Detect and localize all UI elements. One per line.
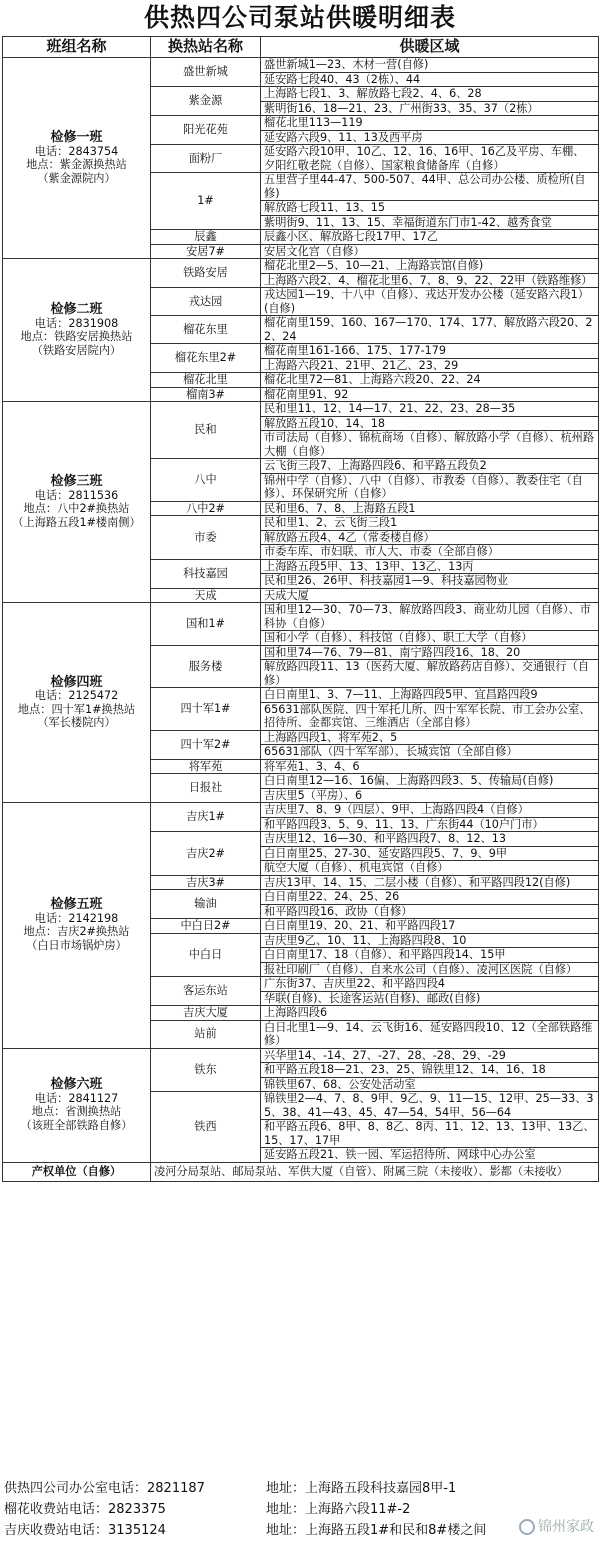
area-cell: 市委车库、市妇联、市人大、市委（全部自修） [261,545,599,560]
area-cell: 华联(自修)、长途客运站(自修)、邮政(自修) [261,991,599,1006]
team-cell [3,603,151,803]
team-info-line: 地点：四十军1#换热站 [17,702,136,716]
station-name: 榴南3# [151,387,261,402]
area-cell: 和平路四段16、政协（自修） [261,904,599,919]
team-info-line: （军长楼院内） [37,716,116,729]
area-cell: 白日南里17、18（自修）、和平路四段14、15甲 [261,948,599,963]
area-cell: 白日南里22、24、25、26 [261,890,599,905]
team-name: 检修二班 [50,302,103,317]
station-name: 吉庆2# [151,832,261,876]
area-cell: 兴华里14、-14、27、-27、28、-28、29、-29 [261,1048,599,1063]
team-info-line: （该班全部铁路自修） [20,1118,133,1132]
area-cell: 报社印刷厂（自修）、自来水公司（自修）、凌河区医院（自修） [261,962,599,977]
area-cell: 65631部队医院、四十军托儿所、四十军军长院、市工会办公室、招待所、金都宾馆、三维酒店（全部自修） [261,702,599,730]
station-name: 吉庆3# [151,875,261,890]
owner-row [3,1162,599,1181]
team-info-line: 电话：2125472 [34,689,119,702]
station-name: 吉庆大厦 [151,1006,261,1021]
header-team: 班组名称 [3,37,151,58]
area-cell: 和平路五段6、8甲、8、8乙、8丙、11、12、13、13甲、13乙、15、17、17甲 [261,1120,599,1148]
station-name: 辰鑫 [151,230,261,245]
station-name: 戎达园 [151,288,261,316]
table-body [3,58,599,1182]
area-cell: 国和里12—30、70—73、解放路四段3、商业幼儿园（自修）、市科协（自修） [261,603,599,631]
team-info-line: （铁路安居院内） [31,343,122,357]
station-name: 天成 [151,588,261,603]
station-name: 科技嘉园 [151,559,261,588]
station-name: 将军苑 [151,759,261,774]
area-cell: 上海路六段2、4、榴花北里6、7、8、9、22、22甲（铁路维修） [261,273,599,288]
team-info-line: 电话：2843754 [34,144,119,158]
footer-line [4,1478,596,1499]
team-name: 检修四班 [50,674,103,690]
station-name: 榴花东里 [151,316,261,344]
area-cell: 解放路五段10、14、18 [261,416,599,431]
station-name: 站前 [151,1020,261,1048]
station-name: 中白日2# [151,919,261,934]
area-cell: 辰鑫小区、解放路七段17甲、17乙 [261,230,599,245]
team-info-line: 地点：紫金源换热站 [26,158,127,171]
table-header-row [3,37,599,58]
area-cell: 天成大厦 [261,588,599,603]
area-cell: 榴花南里161-166、175、177-179 [261,344,599,359]
team-info-line: 电话：2831908 [34,316,119,330]
team-cell [3,803,151,1049]
table-row [3,1048,599,1063]
area-cell: 解放路四段11、13（医药大厦、解放路药店自修）、交通银行（自修） [261,660,599,688]
area-cell: 延安路七段40、43（2栋）、44 [261,72,599,87]
area-cell: 锦州中学（自修）、八中（自修）、市教委（自修）、教委住宅（自修）、环保研究所（自修） [261,473,599,501]
area-cell: 和平路四段3、5、9、11、13、广东街44（10户门市） [261,817,599,832]
area-cell: 盛世新城1—23、木材一营(自修) [261,58,599,73]
area-cell: 榴花北里72—81、上海路六段20、22、24 [261,373,599,388]
team-info-line: 地点：八中2#换热站 [23,502,130,515]
station-name: 安居7# [151,244,261,259]
team-info-line: （上海路五段1#楼南侧） [12,515,141,529]
footer-line [4,1499,596,1520]
station-name: 国和1# [151,603,261,646]
area-cell: 国和小学（自修）、科技馆（自修）、职工大学（自修） [261,631,599,646]
station-name: 榴花东里2# [151,344,261,373]
team-info-line: 地点：吉庆2#换热站 [23,925,130,939]
team-info-line: 地点：省测换热站 [31,1105,122,1118]
area-cell: 和平路五段18—21、23、25、锦铁里12、14、16、18 [261,1063,599,1078]
area-cell: 紫明街9、11、13、15、幸福街道东门市1-42、越秀食堂 [261,215,599,230]
team-info-line: （紫金源院内） [37,171,116,185]
team-info-line: 电话：2811536 [34,488,119,502]
footer-phone: 供热四公司办公室电话：2821187 [4,1481,205,1496]
wechat-icon [519,1519,535,1535]
header-area: 供暖区域 [261,37,599,58]
table-row [3,259,599,274]
area-cell: 吉庆13甲、14、15、二层小楼（自修）、和平路四段12(自修) [261,875,599,890]
area-cell: 白日南里25、27-30、延安路四段5、7、9、9甲 [261,846,599,861]
area-cell: 吉庆里5（平房）、6 [261,788,599,803]
area-cell: 白日北里1—9、14、云飞街16、延安路四段10、12（全部铁路维修） [261,1020,599,1048]
station-name: 铁东 [151,1048,261,1092]
owner-label: 产权单位（自修） [3,1162,151,1181]
footer-address: 地址：上海路五段1#和民和8#楼之间 [266,1523,487,1538]
team-cell [3,402,151,603]
station-name: 面粉厂 [151,145,261,173]
area-cell: 白日南里1、3、7—11、上海路四段5甲、宜昌路四段9 [261,688,599,703]
station-name: 八中 [151,459,261,502]
area-cell: 吉庆里9乙、10、11、上海路四段8、10 [261,933,599,948]
station-name: 吉庆1# [151,803,261,832]
station-name: 榴花北里 [151,373,261,388]
table-row [3,58,599,73]
area-cell: 上海路四段6 [261,1006,599,1021]
footer-address: 地址：上海路五段科技嘉园8甲-1 [266,1481,457,1496]
area-cell: 锦铁里2—4、7、8、9甲、9乙、9、11—15、12甲、25—33、35、38、41—43、45、47—54、54甲、56—64 [261,1092,599,1120]
area-cell: 将军苑1、3、4、6 [261,759,599,774]
team-name: 检修一班 [50,130,103,145]
station-name: 市委 [151,516,261,560]
table-row [3,803,599,818]
area-cell: 上海路四段1、将军苑2、5 [261,730,599,745]
station-name: 盛世新城 [151,58,261,87]
area-cell: 吉庆里7、8、9（四层）、9甲、上海路四段4（自修） [261,803,599,818]
area-cell: 延安路六段9、11、13及西平房 [261,130,599,145]
area-cell: 安居文化宫（自修） [261,244,599,259]
area-cell: 解放路五段4、4乙（常委楼自修） [261,530,599,545]
footer-phone: 吉庆收费站电话：3135124 [4,1523,166,1538]
area-cell: 榴花北里113—119 [261,116,599,131]
area-cell: 锦铁里67、68、公安处活动室 [261,1077,599,1092]
area-cell: 民和里26、26甲、科技嘉园1—9、科技嘉园物业 [261,574,599,589]
header-station: 换热站名称 [151,37,261,58]
area-cell: 榴花南里159、160、167—170、174、177、解放路六段20、22、24 [261,316,599,344]
team-name: 检修三班 [50,474,103,489]
team-name: 检修五班 [50,897,103,913]
heating-detail-table [2,36,599,1182]
team-info-line: （白日市场锅炉房） [26,938,127,952]
area-cell: 延安路五段21、铁一园、军运招待所、网球中心办公室 [261,1148,599,1163]
team-info-line: 电话：2142198 [34,911,119,925]
station-name: 阳光花苑 [151,116,261,145]
watermark [519,1516,594,1536]
team-cell [3,58,151,259]
station-name: 铁路安居 [151,259,261,288]
area-cell: 五里营子里44-47、500-507、44甲、总公司办公楼、质检所(自修) [261,173,599,201]
footer-line [4,1520,596,1541]
area-cell: 上海路六段21、21甲、21乙、23、29 [261,358,599,373]
station-name: 四十军2# [151,730,261,759]
footer-address: 地址：上海路六段11#-2 [266,1502,411,1517]
owner-area: 凌河分局泵站、邮局泵站、军供大厦（自管）、附属三院（未接收）、影都（未接收） [151,1162,599,1181]
area-cell: 榴花北里2—5、10—21、上海路宾馆(自修) [261,259,599,274]
station-name: 民和 [151,402,261,459]
area-cell: 民和里11、12、14—17、21、22、23、28—35 [261,402,599,417]
area-cell: 航空大厦（自修）、机电宾馆（自修） [261,861,599,876]
team-cell [3,259,151,402]
station-name: 紫金源 [151,87,261,116]
team-info-line: 电话：2841127 [34,1091,119,1105]
area-cell: 解放路七段11、13、15 [261,201,599,216]
area-cell: 民和里6、7、8、上海路五段1 [261,501,599,516]
team-cell [3,1048,151,1162]
area-cell: 吉庆里12、16—30、和平路四段7、8、12、13 [261,832,599,847]
table-row [3,402,599,417]
area-cell: 上海路五段5甲、13、13甲、13乙、13丙 [261,559,599,574]
area-cell: 上海路七段1、3、解放路七段2、4、6、28 [261,87,599,102]
area-cell: 延安路六段10甲、10乙、12、16、16甲、16乙及平房、车棚、夕阳红敬老院（自修）、国家粮食储备库（自修） [261,145,599,173]
area-cell: 民和里1、2、云飞街三段1 [261,516,599,531]
area-cell: 戎达园1—19、十八中（自修）、戎达开发办公楼（延安路六段1）(自修) [261,288,599,316]
area-cell: 白日南里12—16、16偏、上海路四段3、5、传输局(自修) [261,774,599,789]
table-row [3,603,599,631]
area-cell: 榴花南里91、92 [261,387,599,402]
area-cell: 云飞街三段7、上海路四段6、和平路五段负2 [261,459,599,474]
station-name: 铁西 [151,1092,261,1163]
area-cell: 广东街37、吉庆里22、和平路四段4 [261,977,599,992]
team-info-line: 地点：铁路安居换热站 [20,330,133,343]
station-name: 1# [151,173,261,230]
area-cell: 紫明街16、18—21、23、广州街33、35、37（2栋） [261,101,599,116]
station-name: 八中2# [151,501,261,516]
station-name: 日报社 [151,774,261,803]
area-cell: 65631部队（四十军军部）、长城宾馆（全部自修） [261,745,599,760]
station-name: 中白日 [151,933,261,977]
area-cell: 市司法局（自修）、锦杭商场（自修）、解放路小学（自修）、杭州路大棚（自修） [261,431,599,459]
page-title: 供热四公司泵站供暖明细表 [143,3,456,32]
station-name: 服务楼 [151,645,261,688]
area-cell: 白日南里19、20、21、和平路四段17 [261,919,599,934]
station-name: 四十军1# [151,688,261,731]
station-name: 输油 [151,890,261,919]
team-name: 检修六班 [50,1077,103,1092]
footer-phone: 榴花收费站电话：2823375 [4,1502,166,1517]
watermark-text: 锦州家政 [538,1519,594,1535]
station-name: 客运东站 [151,977,261,1006]
area-cell: 国和里74—76、79—81、南宁路四段16、18、20 [261,645,599,660]
